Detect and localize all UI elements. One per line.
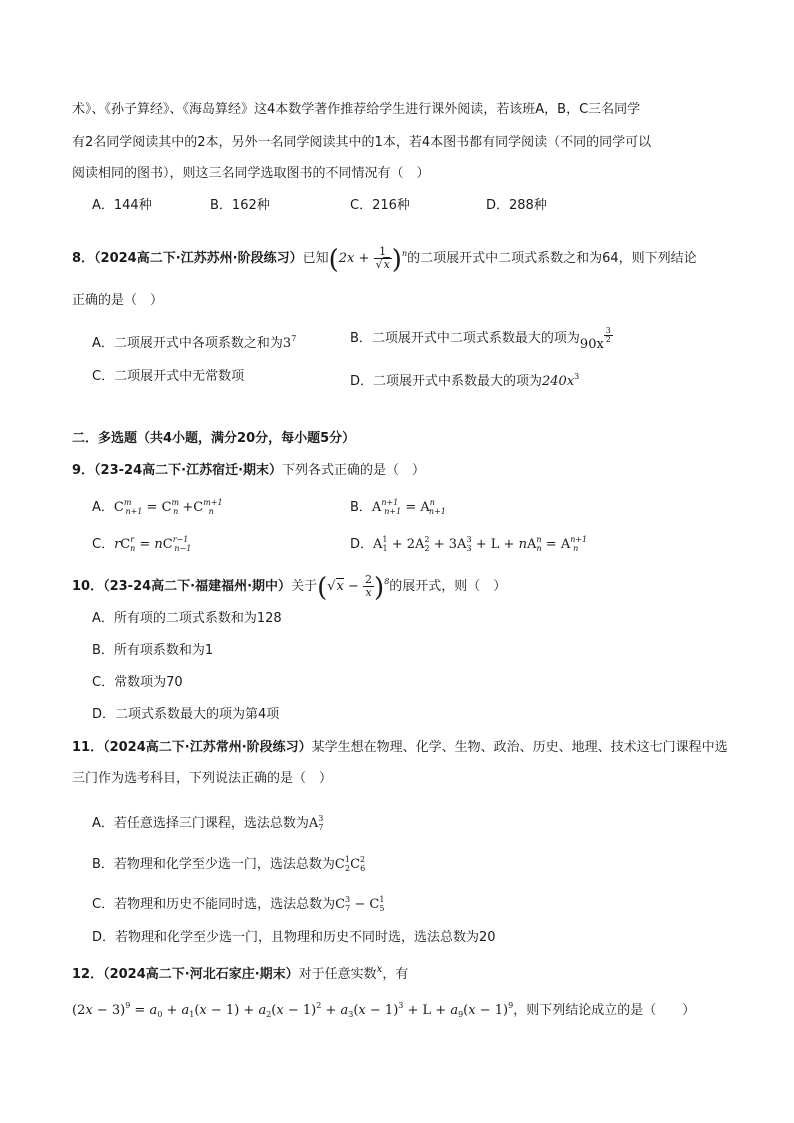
section-header-multiple-choice: 二．多选题（共4小题，满分20分，每小题5分） [72, 431, 356, 446]
q11-option-c: C．若物理和历史不能同时选，选法总数为$C^3_7 - C^1_5$ [92, 895, 385, 913]
q12-line1: 12．（2024高二下·河北石家庄·期末）对于任意实数$^x$，有 [72, 964, 409, 982]
q9-stem: 9．（23-24高二下·江苏宿迁·期末）下列各式正确的是（ ） [72, 463, 426, 478]
q9-option-d: D．$A^1_1 + 2A^2_2 + 3A^3_3 + L + nA^n_n = A^{n+1}_n$ [350, 535, 588, 553]
q9-option-c: C．$rC^r_n = nC^{r-1}_{n-1}$ [92, 535, 192, 553]
q10-stem: 10．（23-24高二下·福建福州·期中）关于(√x − $\frac{2}{x}$ )$^8$的展开式，则（ ） [72, 573, 507, 603]
q8-line2: 正确的是（ ） [72, 293, 164, 308]
q7-line2: 有2名同学阅读其中的2本，另外一名同学阅读其中的1本，若4本图书都有同学阅读（不同的同学可以 [72, 135, 652, 150]
q10-option-d: D．二项式系数最大的项为第4项 [92, 707, 280, 722]
q11-option-b: B．若物理和化学至少选一门，选法总数为$C^1_2C^2_6$ [92, 855, 366, 873]
q7-option-a: A．144种 [92, 198, 152, 213]
q8-source: （2024高二下·江苏苏州·阶段练习） [94, 251, 303, 266]
q8-option-d: D．二项展开式中系数最大的项为$240x^3$ [350, 372, 580, 389]
q8-number: 8． [72, 251, 95, 266]
q9-option-a: A．$C^m_{n+1} = C^m_n +C^{m+1}_n$ [92, 498, 223, 516]
q10-option-a: A．所有项的二项式系数和为128 [92, 611, 282, 626]
q8-option-a: A．二项展开式中各项系数之和为$3^7$ [92, 334, 297, 351]
q8-option-c: C．二项展开式中无常数项 [92, 369, 245, 384]
q10-option-b: B．所有项系数和为1 [92, 643, 214, 658]
q7-option-c: C．216种 [350, 198, 410, 213]
q10-option-c: C．常数项为70 [92, 675, 183, 690]
q7-line3: 阅读相同的图书），则这三名同学选取图书的不同情况有（ ） [72, 166, 430, 181]
q11-line2: 三门作为选考科目，下列说法正确的是（ ） [72, 771, 333, 786]
q11-option-a: A．若任意选择三门课程，选法总数为$A^3_7$ [92, 814, 324, 832]
q11-option-d: D．若物理和化学至少选一门，且物理和历史不同时选，选法总数为20 [92, 930, 496, 945]
q9-option-b: B．$A^{n+1}_{n+1} = A^n_{n+1}$ [350, 498, 446, 516]
q7-line1: 术》、《孙子算经》、《海岛算经》这4本数学著作推荐给学生进行课外阅读，若该班A，B，C三名同学 [72, 102, 641, 117]
q12-line2: $(2x - 3)^9 = a_0 + a_1(x - 1) + a_2(x - 1)^2 + a_3(x - 1)^3 + L + a_9(x - 1)^9$，则下列结论成立的是（ ） [72, 1001, 696, 1019]
q11-line1: 11．（2024高二下·江苏常州·阶段练习）某学生想在物理、化学、生物、政治、历史、地理、技术这七门课程中选 [72, 740, 728, 755]
q8-stem: 8．（2024高二下·江苏苏州·阶段练习）已知(2x + $\frac{1}{√x}$ )$^n$的二项展开式中二项式系数之和为64，则下列结论 [72, 245, 697, 275]
q7-option-b: B．162种 [210, 198, 270, 213]
q8-option-b: B．二项展开式中二项式系数最大的项为90x $\frac{3}{2}$ [350, 326, 611, 352]
q7-option-d: D．288种 [486, 198, 547, 213]
